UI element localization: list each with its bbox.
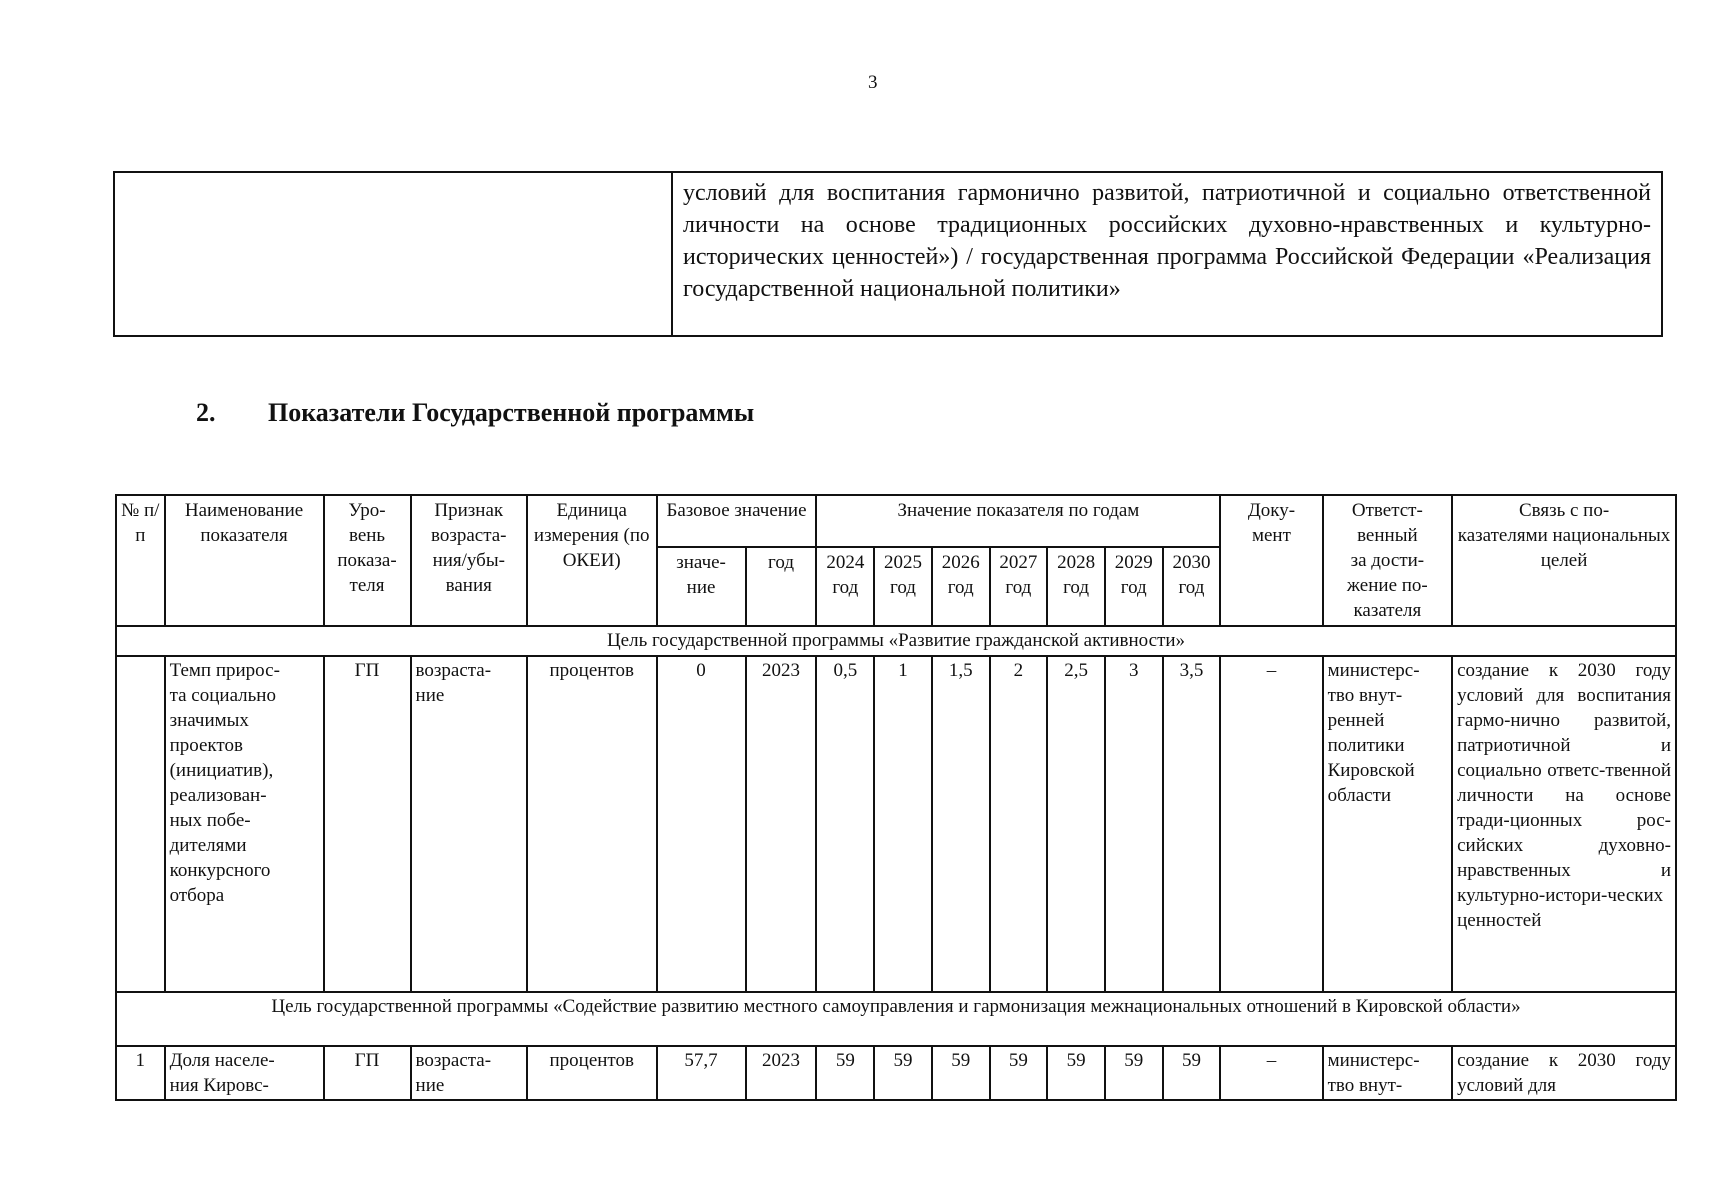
section-number: 2. — [196, 398, 216, 427]
row1-value-2027: 2 — [990, 656, 1048, 992]
row2-value-2028: 59 — [1047, 1046, 1105, 1100]
row2-link: создание к 2030 году условий для — [1452, 1046, 1676, 1100]
header-base-year: год — [746, 547, 817, 626]
header-year-2030: 2030 год — [1163, 547, 1221, 626]
row1-link: создание к 2030 году условий для воспитания гармо-нично развитой, патриотичной и социально ответс-твенной личности на основе тради-ционных рос-сийских духовно-нравственных и культурно-истори-ческих ценностей — [1452, 656, 1676, 992]
row2-value-2030: 59 — [1163, 1046, 1221, 1100]
row1-sign: возраста- ние — [411, 656, 527, 992]
table-row — [116, 1046, 1676, 1100]
continuation-table — [113, 171, 1663, 337]
row1-value-2028: 2,5 — [1047, 656, 1105, 992]
row1-value-2025: 1 — [874, 656, 932, 992]
row1-value-2026: 1,5 — [932, 656, 990, 992]
row1-level: ГП — [324, 656, 411, 992]
row1-num — [116, 656, 165, 992]
header-year-2025: 2025 год — [874, 547, 932, 626]
row1-document: – — [1220, 656, 1322, 992]
row1-value-2029: 3 — [1105, 656, 1163, 992]
header-document: Доку- мент — [1220, 495, 1322, 626]
row1-unit: процентов — [527, 656, 657, 992]
header-unit: Единица измерения (по ОКЕИ) — [527, 495, 657, 626]
row2-value-2026: 59 — [932, 1046, 990, 1100]
header-num: № п/п — [116, 495, 165, 626]
goal-row-2: Цель государственной программы «Содействие развитию местного самоуправления и гармонизация межнациональных отношений в Кировской области» — [116, 992, 1676, 1046]
header-year-2026: 2026 год — [932, 547, 990, 626]
row2-responsible: министерс- тво внут- — [1323, 1046, 1453, 1100]
header-link: Связь с по- казателями национальных целей — [1452, 495, 1676, 626]
row1-responsible: министерс- тво внут- ренней политики Кировской области — [1323, 656, 1453, 992]
row2-document: – — [1220, 1046, 1322, 1100]
header-year-2024: 2024 год — [816, 547, 874, 626]
row2-value-2027: 59 — [990, 1046, 1048, 1100]
header-base: Базовое значение — [657, 495, 817, 547]
empty-cell — [114, 172, 672, 336]
header-level: Уро- вень показа- теля — [324, 495, 411, 626]
indicators-table — [115, 494, 1677, 1101]
row2-num: 1 — [116, 1046, 165, 1100]
continuation-text: условий для воспитания гармонично развитой, патриотичной и социально ответственной личности на основе традиционных российских духовно-нравственных и культурно-исторических ценностей») / государственная программа Российской Федерации «Реализация государственной национальной политики» — [672, 172, 1662, 336]
row2-base-year: 2023 — [746, 1046, 817, 1100]
row2-name: Доля населе- ния Кировс- — [165, 1046, 324, 1100]
row1-value-2024: 0,5 — [816, 656, 874, 992]
page-number: 3 — [868, 72, 878, 93]
row1-base-value: 0 — [657, 656, 746, 992]
row2-base-value: 57,7 — [657, 1046, 746, 1100]
row2-unit: процентов — [527, 1046, 657, 1100]
header-year-2029: 2029 год — [1105, 547, 1163, 626]
row1-base-year: 2023 — [746, 656, 817, 992]
header-name: Наименование показателя — [165, 495, 324, 626]
row2-sign: возраста- ние — [411, 1046, 527, 1100]
row1-name: Темп прирос- та социально значимых проектов (инициатив), реализован- ных побе- дителями конкурсного отбора — [165, 656, 324, 992]
row2-level: ГП — [324, 1046, 411, 1100]
row2-value-2025: 59 — [874, 1046, 932, 1100]
header-sign: Признак возраста- ния/убы- вания — [411, 495, 527, 626]
section-heading — [196, 398, 754, 428]
row1-value-2030: 3,5 — [1163, 656, 1221, 992]
header-responsible: Ответст- венный за дости- жение по- казателя — [1323, 495, 1453, 626]
row2-value-2024: 59 — [816, 1046, 874, 1100]
table-row — [116, 656, 1676, 992]
goal-row-1: Цель государственной программы «Развитие гражданской активности» — [116, 626, 1676, 656]
row2-value-2029: 59 — [1105, 1046, 1163, 1100]
section-title: Показатели Государственной программы — [268, 398, 755, 427]
header-year-2028: 2028 год — [1047, 547, 1105, 626]
header-base-value: значе- ние — [657, 547, 746, 626]
header-values-by-year: Значение показателя по годам — [816, 495, 1220, 547]
header-year-2027: 2027 год — [990, 547, 1048, 626]
